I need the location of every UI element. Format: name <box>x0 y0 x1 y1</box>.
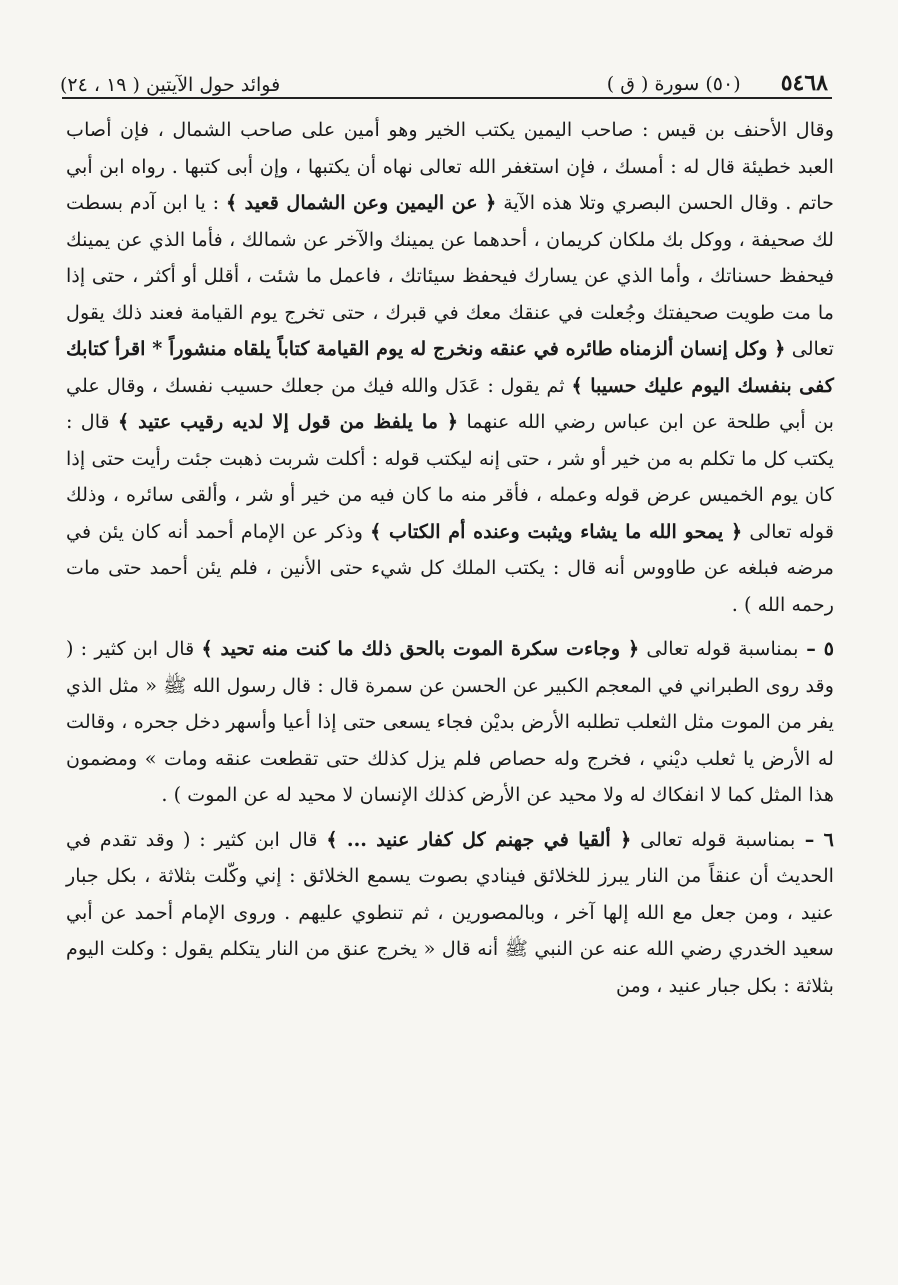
paragraph-1 <box>66 112 834 623</box>
bold-text-span: ﴿ وكل إنسان ألزمناه طائره في عنقه ونخرج له يوم القيامة كتاباً يلقاه منشوراً * اقرأ كتابك كفى بنفسك اليوم عليك حسيبا ﴾ <box>66 337 834 397</box>
text-span: بمناسبة قوله تعالى <box>631 827 796 851</box>
text-span: بمناسبة قوله تعالى <box>639 637 799 660</box>
bold-text-span: ﴿ عن اليمين وعن الشمال قعيد ﴾ <box>225 191 497 214</box>
header-rule <box>62 97 832 99</box>
bold-text-span: ﴿ وجاءت سكرة الموت بالحق ذلك ما كنت منه تحيد ﴾ <box>201 637 640 660</box>
page-number: ٥٤٦٨ <box>780 70 828 96</box>
bold-text-span: ٦ – <box>795 827 834 851</box>
text-span: : يا ابن آدم بسطت لك صحيفة ، ووكل بك ملكان كريمان ، أحدهما عن يمينك والآخر عن شمالك ، فأما الذي عن يمينك فيحفظ حسناتك ، وأما الذي عن يسارك فيحفظ سيئاتك ، فاعمل ما شئت ، أقلل أو أكثر ، حتى إذا ما مت طويت صحيفتك وجُعلت في عنقك معك في قبرك ، حتى تخرج يوم القيامة فعند ذلك يقول تعالى <box>66 191 834 360</box>
surah-label: (٥٠) سورة ( ق ) <box>606 73 741 95</box>
bold-text-span: ٥ – <box>798 637 834 660</box>
paragraph-2 <box>66 631 834 814</box>
topic-label: فوائد حول الآيتين ( ١٩ ، ٢٤) <box>60 74 281 96</box>
bold-text-span: ﴿ ألقيا في جهنم كل كفار عنيد ... ﴾ <box>326 827 632 851</box>
header-right <box>607 70 828 96</box>
paragraph-3 <box>66 822 834 1005</box>
text-span: قال : يكتب كل ما تكلم به من خير أو شر ، حتى إنه ليكتب قوله : أكلت شربت ذهبت جئت رأيت حتى إذا كان يوم الخميس عرض قوله وعمله ، فأقر منه ما كان فيه من خير أو شر ، وألقى سائره ، وذلك قوله تعالى <box>66 410 834 543</box>
bold-text-span: ﴿ يمحو الله ما يشاء ويثبت وعنده أم الكتاب ﴾ <box>370 519 743 543</box>
text-span: قال ابن كثير : ( وقد روى الطبراني في المعجم الكبير عن الحسن عن سمرة قال : قال رسول الله ﷺ « مثل الذي يفر من الموت مثل الثعلب تطلبه الأرض بديْن فجاء يسعى حتى إذا أعيا وأسهر دخل جحره ، وقالت له الأرض يا ثعلب ديْني ، فخرج وله حصاص فلم يزل كذلك حتى تقطعت عنقه ومات » ومضمون هذا المثل كما لا انفكاك له ولا محيد عن الأرض كذلك الإنسان لا محيد له عن الموت ) . <box>66 637 834 806</box>
bold-text-span: ﴿ ما يلفظ من قول إلا لديه رقيب عتيد ﴾ <box>118 410 459 433</box>
text-span: وذكر عن الإمام أحمد أنه كان يئن في مرضه فبلغه عن طاووس أنه قال : يكتب الملك كل شيء حتى الأنين ، فلم يئن أحمد حتى مات رحمه الله ) . <box>66 519 834 616</box>
text-span: قال ابن كثير : ( وقد تقدم في الحديث أن عنقاً من النار يبرز للخلائق فينادي بصوت يسمع الخلائق : إني وكّلت بثلاثة ، بكل جبار عنيد ، ومن جعل مع الله إلها آخر ، وبالمصورين ، ثم تنطوي عليهم . وروى الإمام أحمد عن أبي سعيد الخدري رضي الله عنه عن النبي ﷺ أنه قال « يخرج عنق من النار يتكلم يقول : وكلت اليوم بثلاثة : بكل جبار عنيد ، ومن <box>66 827 834 997</box>
text-span: ثم يقول : عَدَل والله فيك من جعلك حسيب نفسك ، وقال علي بن أبي طلحة عن ابن عباس رضي الله عنهما <box>66 373 835 433</box>
body-text <box>66 112 834 1004</box>
text-span: وقال الأحنف بن قيس : صاحب اليمين يكتب الخير وهو أمين على صاحب الشمال ، فإن أصاب العبد خطيئة قال له : أمسك ، فإن استغفر الله تعالى نهاه أن يكتبها ، وإن أبى كتبها . رواه ابن أبي حاتم . وقال الحسن البصري وتلا هذه الآية <box>66 118 834 214</box>
running-header <box>60 56 828 96</box>
